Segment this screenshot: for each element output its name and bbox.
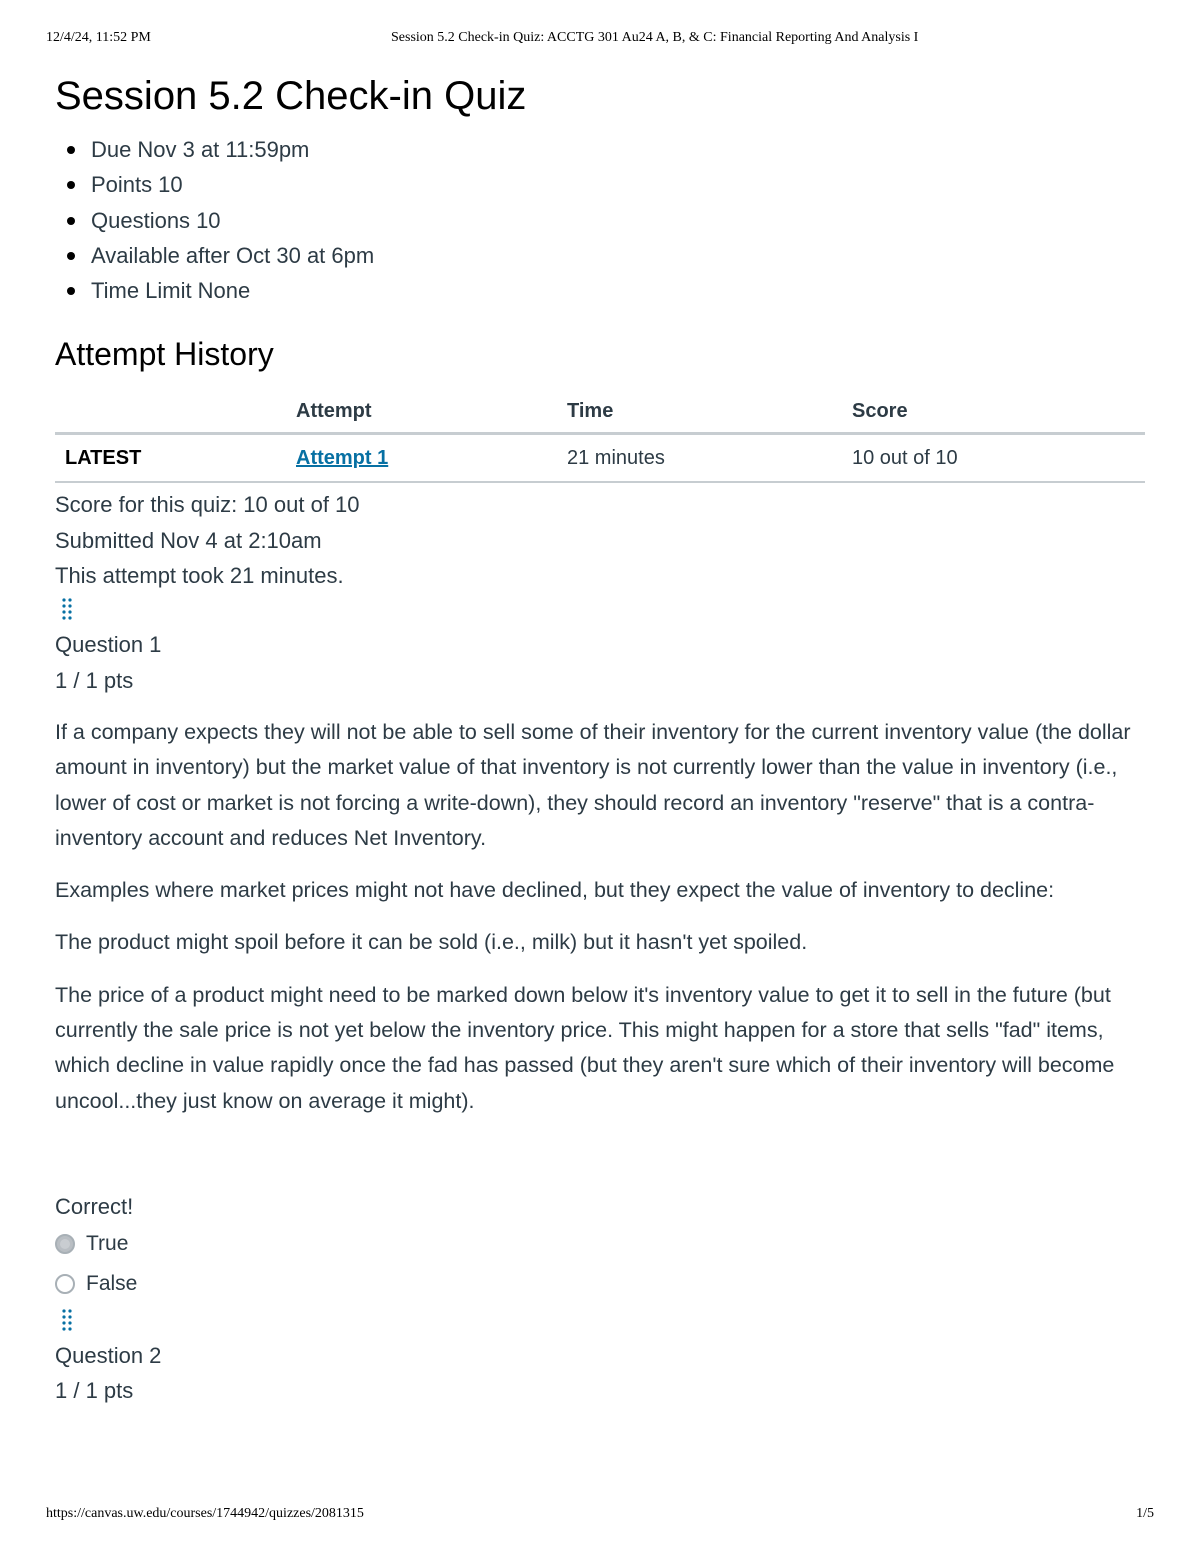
quiz-detail-due bbox=[55, 132, 1145, 167]
quiz-content bbox=[55, 70, 1145, 1409]
print-datetime: 12/4/24, 11:52 PM bbox=[46, 30, 151, 45]
drag-handle-icon[interactable] bbox=[55, 1304, 79, 1338]
question-paragraph: The product might spoil before it can be sold (i.e., milk) but it hasn't yet spoiled. bbox=[55, 930, 808, 955]
quiz-score: Score for this quiz: 10 out of 10 bbox=[55, 492, 360, 518]
detail-label: Points bbox=[91, 172, 153, 198]
attempt-duration: This attempt took 21 minutes. bbox=[55, 563, 344, 589]
quiz-title: Session 5.2 Check-in Quiz bbox=[55, 74, 527, 118]
detail-value: Nov 3 at 11:59pm bbox=[137, 137, 310, 162]
correct-answer-label: Correct! bbox=[55, 1193, 134, 1219]
table-row bbox=[55, 434, 1145, 483]
answer-text: False bbox=[86, 1271, 138, 1295]
quiz-detail-points bbox=[55, 167, 1145, 202]
print-footer bbox=[46, 1506, 1154, 1526]
answer-false[interactable] bbox=[55, 1264, 1145, 1304]
question-label: Question 2 bbox=[55, 1342, 162, 1368]
question-text bbox=[55, 715, 1145, 1119]
detail-value: None bbox=[197, 278, 251, 304]
attempt-time: 21 minutes bbox=[567, 434, 852, 483]
question-label: Question 1 bbox=[55, 632, 162, 658]
column-header-time: Time bbox=[567, 390, 852, 434]
quiz-details-list bbox=[55, 132, 1145, 308]
detail-value: 10 bbox=[158, 172, 183, 198]
detail-label: Time Limit bbox=[91, 278, 192, 304]
column-header-tag bbox=[55, 390, 296, 434]
answer-true[interactable] bbox=[55, 1224, 1145, 1264]
detail-value: after Oct 30 at 6pm bbox=[185, 242, 375, 268]
column-header-attempt: Attempt bbox=[296, 390, 567, 434]
quiz-detail-available bbox=[55, 238, 1145, 273]
print-header bbox=[46, 30, 1154, 50]
attempt-history-table bbox=[55, 390, 1145, 483]
answer-text: True bbox=[86, 1231, 129, 1255]
drag-handle-icon[interactable] bbox=[55, 593, 79, 627]
latest-badge: LATEST bbox=[65, 446, 142, 469]
print-url: https://canvas.uw.edu/courses/1744942/quizzes/2081315 bbox=[46, 1506, 364, 1521]
question-1 bbox=[55, 627, 1145, 1304]
question-points: 1 / 1 pts bbox=[55, 667, 134, 693]
submitted-time: Submitted Nov 4 at 2:10am bbox=[55, 527, 322, 553]
print-page-title: Session 5.2 Check-in Quiz: ACCTG 301 Au24 A, B, & C: Financial Reporting And Analysis I bbox=[391, 30, 919, 45]
detail-value: 10 bbox=[196, 207, 221, 233]
quiz-detail-time-limit bbox=[55, 273, 1145, 308]
quiz-detail-questions bbox=[55, 203, 1145, 238]
attempt-1-link[interactable]: Attempt 1 bbox=[296, 446, 389, 469]
table-header-row bbox=[55, 390, 1145, 434]
question-paragraph: Examples where market prices might not have declined, but they expect the value of inventory to decline: bbox=[55, 878, 1055, 903]
radio-selected-icon[interactable] bbox=[55, 1234, 75, 1254]
quiz-summary bbox=[55, 487, 1145, 593]
detail-label: Questions bbox=[91, 207, 191, 233]
attempt-score: 10 out of 10 bbox=[852, 434, 1145, 483]
attempt-history-heading: Attempt History bbox=[55, 336, 274, 373]
print-page-number: 1/5 bbox=[1136, 1506, 1154, 1521]
question-2 bbox=[55, 1338, 1145, 1409]
column-header-score: Score bbox=[852, 390, 1145, 434]
detail-label: Due bbox=[91, 137, 132, 162]
detail-label: Available bbox=[91, 242, 180, 268]
question-paragraph: The price of a product might need to be marked down below it's inventory value to get it to sell in the future (but currently the sale price is not yet below the inventory price. This might happen for a store that sells "fad" items, which decline in value rapidly once the fad has passed (but they aren't sure which of their inventory will become uncool...they just know on average it might). bbox=[55, 982, 1115, 1113]
radio-unselected-icon[interactable] bbox=[55, 1274, 75, 1294]
question-points: 1 / 1 pts bbox=[55, 1378, 134, 1404]
question-paragraph: If a company expects they will not be able to sell some of their inventory for the current inventory value (the dollar amount in inventory) but the market value of that inventory is not currently lower than the value in inventory (i.e., lower of cost or market is not forcing a write-down), they should record an inventory "reserve" that is a contra-inventory account and reduces Net Inventory. bbox=[55, 719, 1131, 850]
